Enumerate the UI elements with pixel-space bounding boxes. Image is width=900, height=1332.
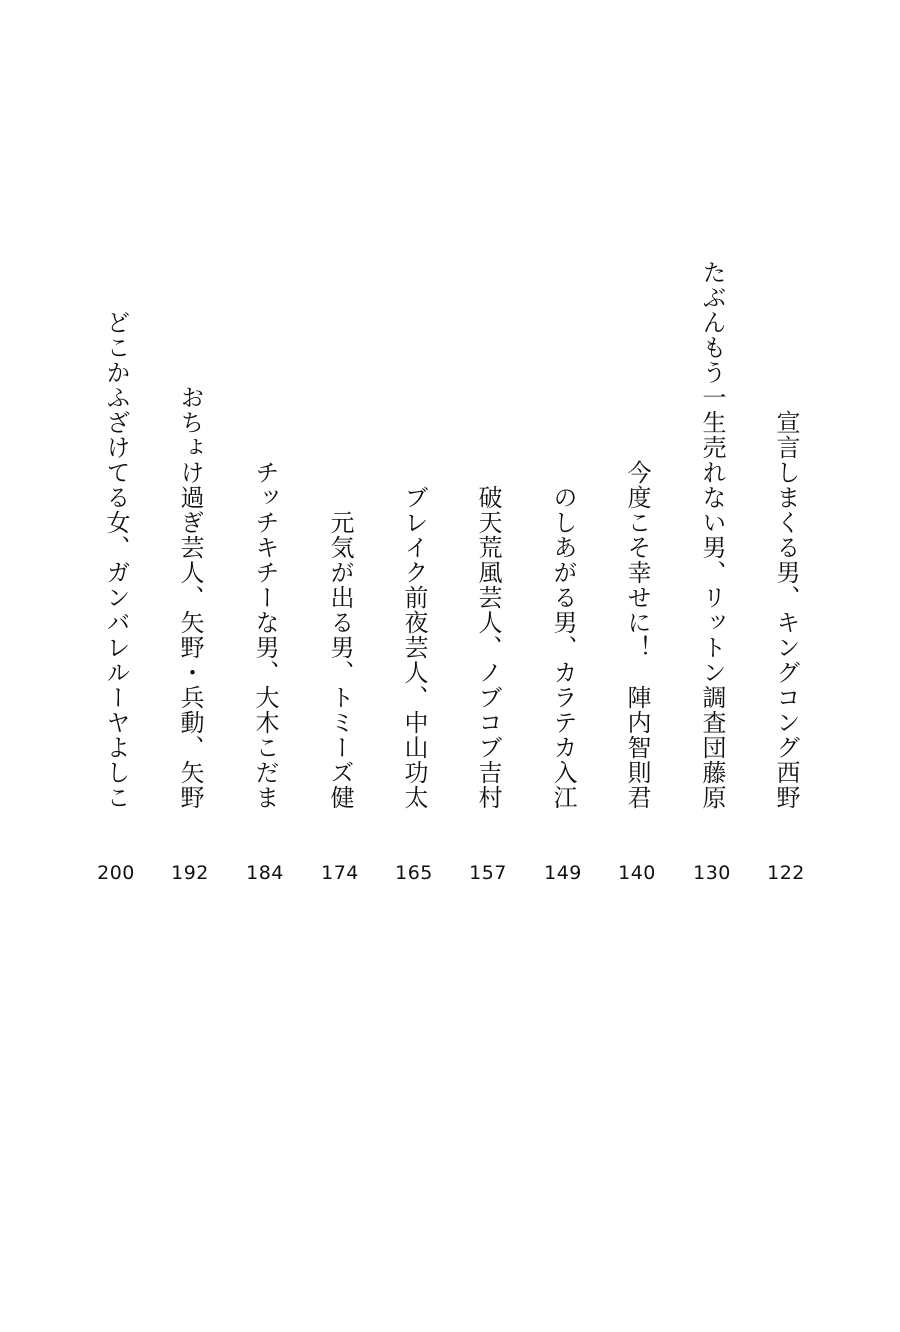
toc-entry-title: たぶんもう一生売れない男、リットン調査団藤原 — [698, 260, 726, 810]
toc-entry-page-number: 165 — [395, 862, 433, 884]
toc-entry-page-number: 130 — [693, 862, 731, 884]
toc-entry-title: どこかふざけてる女、ガンバレルーヤよしこ — [102, 310, 130, 810]
toc-entry-yoshimura[interactable] — [458, 0, 518, 900]
toc-entry-page-number: 184 — [246, 862, 284, 884]
toc-entry-title: のしあがる男、カラテカ入江 — [549, 485, 577, 810]
toc-entry-title: チッチキチーな男、大木こだま — [251, 460, 279, 810]
toc-entry-yoshiko[interactable] — [86, 0, 146, 900]
toc-entry-kodama[interactable] — [235, 0, 295, 900]
toc-entry-ken[interactable] — [310, 0, 370, 900]
toc-entry-title: おちょけ過ぎ芸人、矢野・兵動、矢野 — [176, 385, 204, 810]
toc-entry-title: 今度こそ幸せに！ 陣内智則君 — [623, 460, 651, 810]
toc-entry-irie[interactable] — [533, 0, 593, 900]
toc-entry-yano[interactable] — [160, 0, 220, 900]
toc-entry-title: 元気が出る男、トミーズ健 — [326, 510, 354, 810]
toc-entry-page-number: 157 — [469, 862, 507, 884]
toc-entry-page-number: 149 — [544, 862, 582, 884]
toc-entry-jinnai[interactable] — [607, 0, 667, 900]
toc-entry-page-number: 200 — [97, 862, 135, 884]
toc-entry-title: 破天荒風芸人、ノブコブ吉村 — [474, 485, 502, 810]
toc-entry-page-number: 122 — [767, 862, 805, 884]
toc-entry-title: ブレイク前夜芸人、中山功太 — [400, 485, 428, 810]
toc-entry-page-number: 140 — [618, 862, 656, 884]
toc-entry-nakayama[interactable] — [384, 0, 444, 900]
toc-entry-nishino[interactable] — [756, 0, 816, 900]
toc-entry-page-number: 192 — [171, 862, 209, 884]
toc-entry-fujiwara[interactable] — [682, 0, 742, 900]
toc-entry-title: 宣言しまくる男、キングコング西野 — [772, 410, 800, 810]
toc-entry-page-number: 174 — [321, 862, 359, 884]
